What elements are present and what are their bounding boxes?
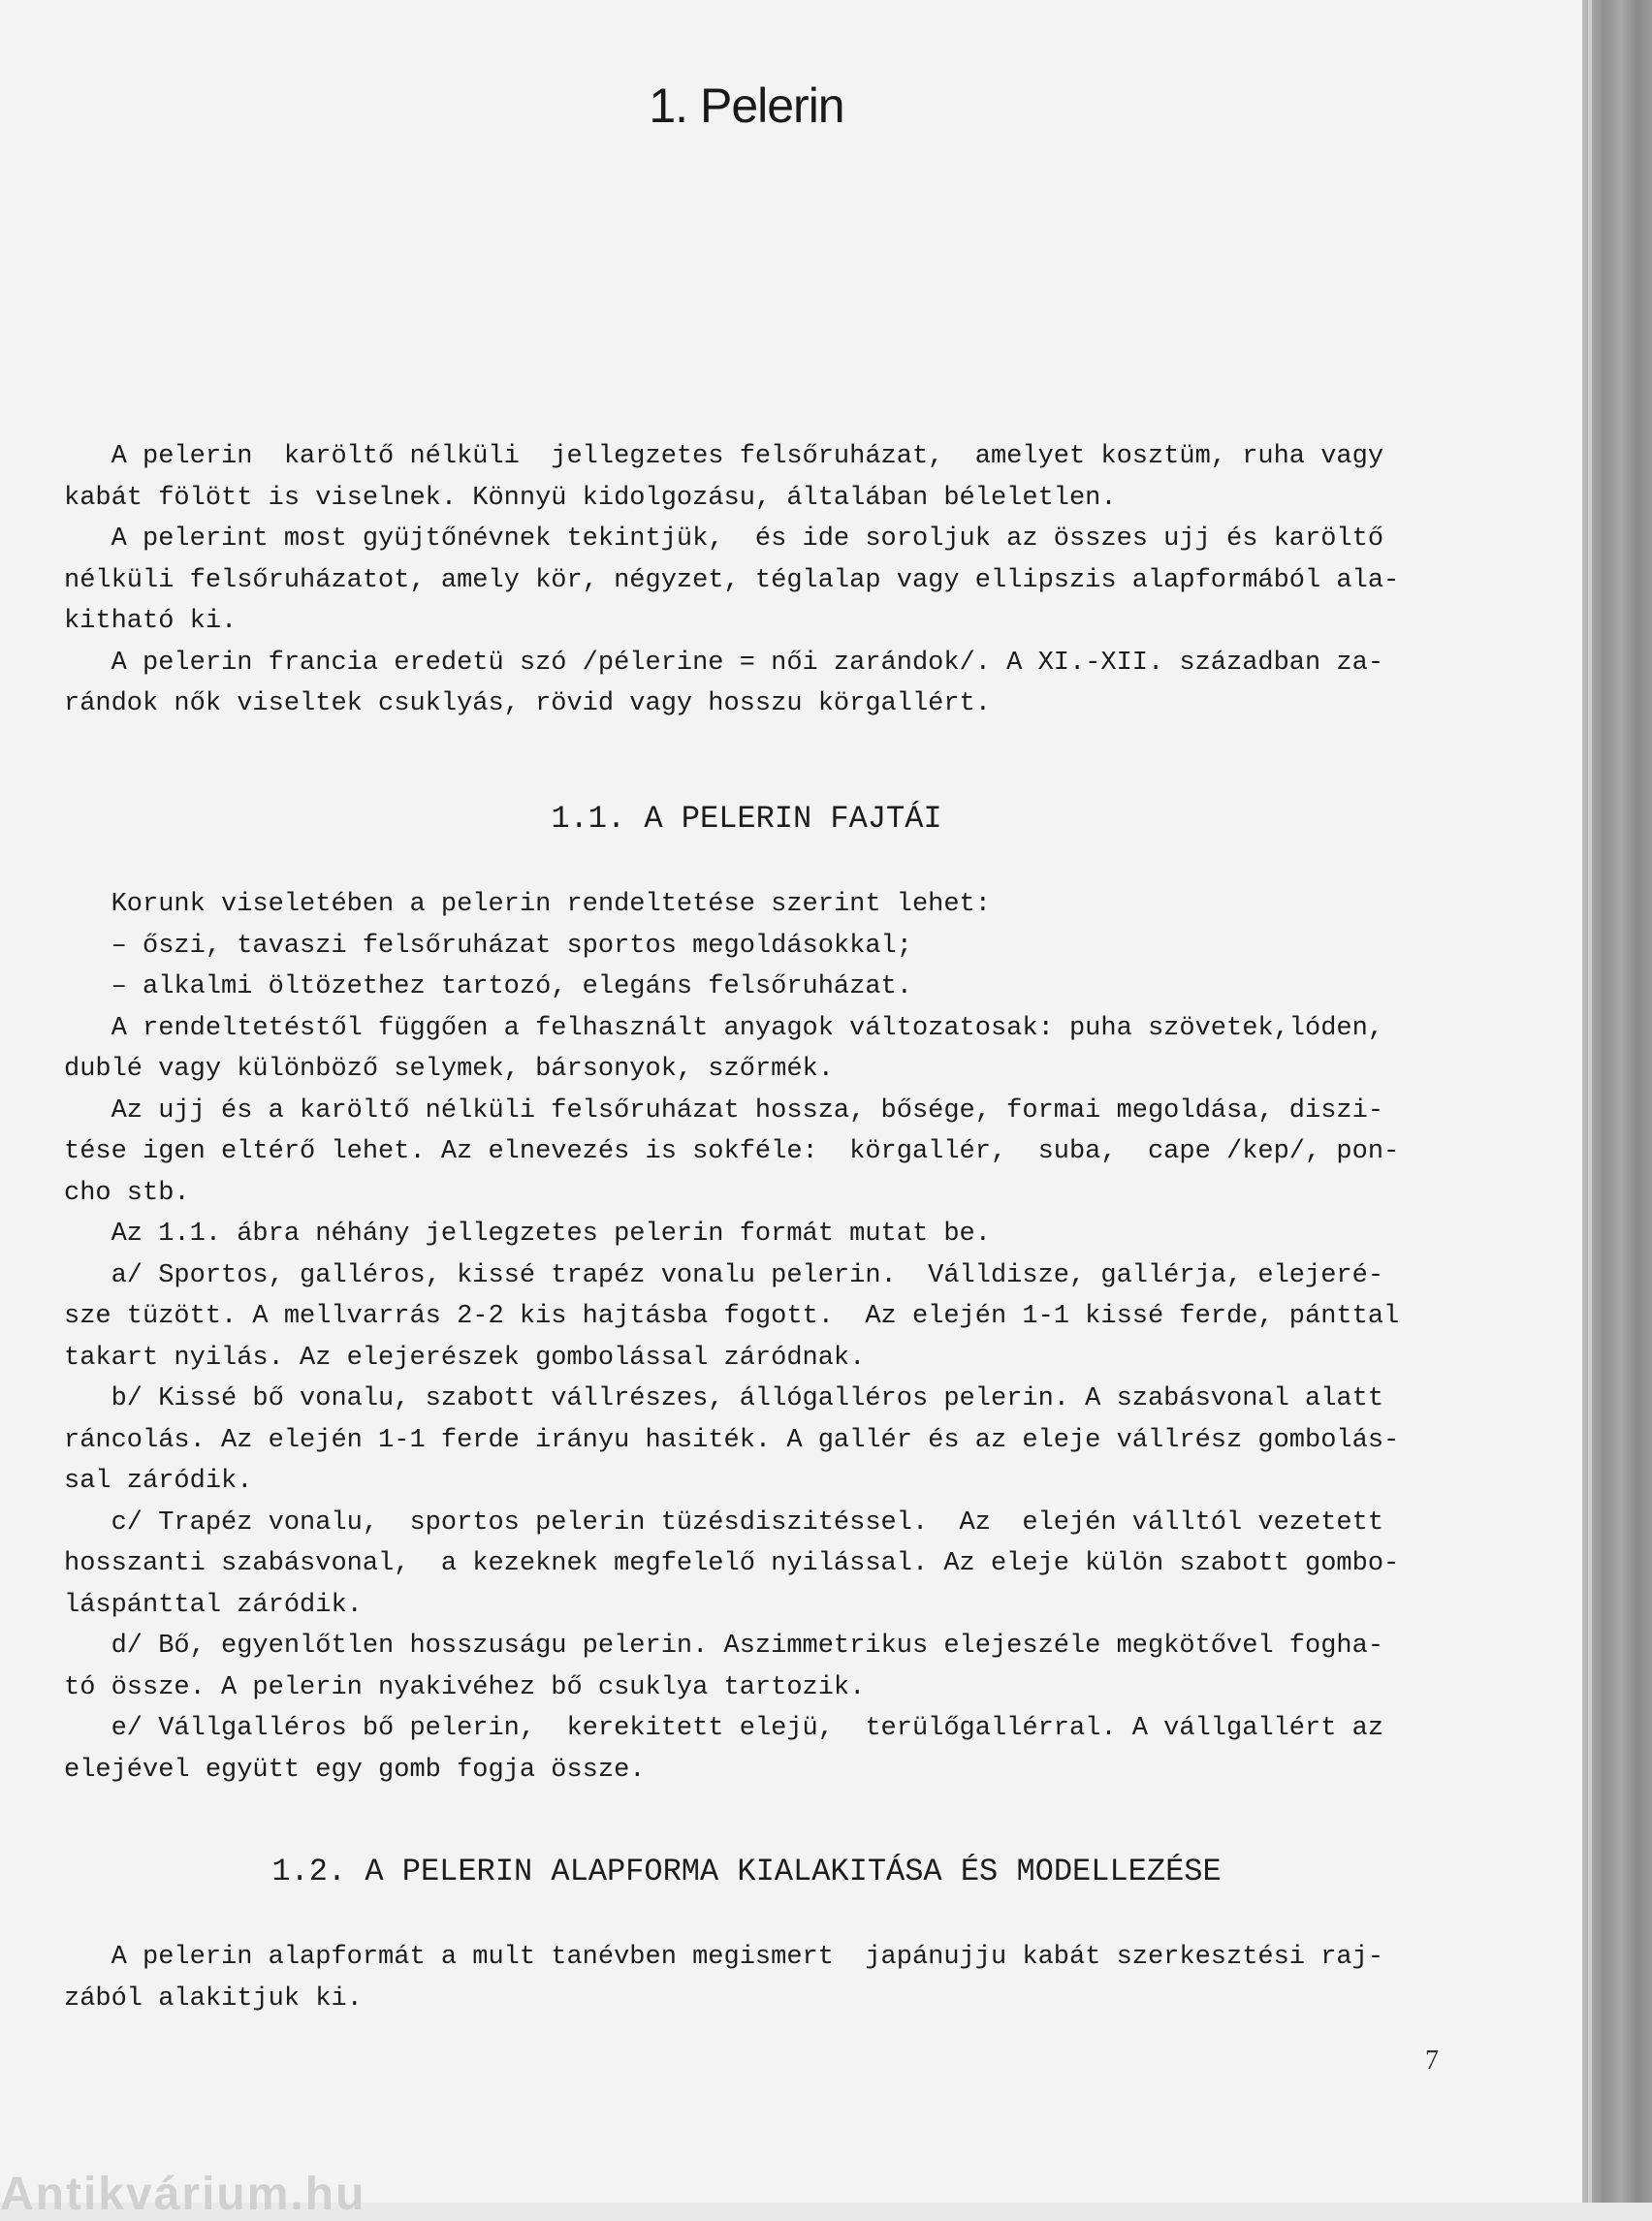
text-line: cho stb. [64, 1178, 190, 1208]
intro-paragraphs [64, 436, 1441, 725]
text-line: A rendeltetéstől függően a felhasznált anyagok változatosak: puha szövetek,lóden, [64, 1013, 1384, 1043]
text-line: takart nyilás. Az elejerészek gombolással záródnak. [64, 1343, 866, 1373]
text-line: e/ Vállgalléros bő pelerin, kerekitett elejü, terülőgallérral. A vállgallért az [64, 1714, 1384, 1743]
chapter-title: 1. Pelerin [649, 79, 844, 133]
page-edge-shadow [1582, 0, 1652, 2203]
text-line: Az ujj és a karöltő nélküli felsőruházat hossza, bősége, formai megoldása, diszi- [64, 1095, 1384, 1126]
text-line: tó össze. A pelerin nyakivéhez bő csuklya tartozik. [64, 1672, 866, 1702]
text-line: hosszanti szabásvonal, a kezeknek megfelelő nyilással. Az eleje külön szabott gombo- [64, 1549, 1400, 1578]
page-number: 7 [1425, 2046, 1439, 2076]
text-line: ráncolás. Az elején 1-1 ferde irányu hasiték. A gallér és az eleje vállrész gombolás- [64, 1425, 1400, 1455]
section-heading-1-2: 1.2. A PELERIN ALAPFORMA KIALAKITÁSA ÉS MODELLEZÉSE [271, 1854, 1222, 1889]
watermark: Antikvárium.hu [0, 2169, 366, 2220]
text-line: nélküli felsőruházatot, amely kör, négyzet, téglalap vagy ellipszis alapformából ala- [64, 565, 1400, 595]
section-heading-1-1: 1.1. A PELERIN FAJTÁI [551, 801, 942, 837]
page-edge-line [1588, 0, 1592, 2203]
text-line: A pelerin francia eredetü szó /pélerine = női zarándok/. A XI.-XII. században za- [64, 648, 1384, 678]
text-line: b/ Kissé bő vonalu, szabott vállrészes, állógalléros pelerin. A szabásvonal alatt [64, 1384, 1384, 1413]
text-line: – alkalmi öltözethez tartozó, elegáns felsőruházat. [64, 972, 912, 1001]
text-line: kabát fölött is viselnek. Könnyü kidolgozásu, általában béleletlen. [64, 483, 1117, 513]
text-line: láspánttal záródik. [64, 1590, 363, 1620]
text-line: tése igen eltérő lehet. Az elnevezés is sokféle: körgallér, suba, cape /kep/, pon- [64, 1137, 1400, 1166]
text-line: dublé vagy különböző selymek, bársonyok, szőrmék. [64, 1055, 834, 1084]
text-line: c/ Trapéz vonalu, sportos pelerin tüzésdiszitéssel. Az elején válltól vezetett [64, 1507, 1384, 1538]
text-line: d/ Bő, egyenlőtlen hosszuságu pelerin. Aszimmetrikus elejeszéle megkötővel fogha- [64, 1632, 1384, 1661]
text-line: sal záródik. [64, 1467, 253, 1496]
text-line: A pelerin karöltő nélküli jellegzetes felsőruházat, amelyet kosztüm, ruha vagy [64, 442, 1384, 471]
text-line: Az 1.1. ábra néhány jellegzetes pelerin formát mutat be. [64, 1220, 991, 1249]
section-1-1-paragraphs [64, 884, 1441, 1791]
text-line: sze tüzött. A mellvarrás 2-2 kis hajtásba fogott. Az elején 1-1 kissé ferde, pánttal [64, 1302, 1400, 1331]
text-line: – őszi, tavaszi felsőruházat sportos megoldásokkal; [64, 931, 912, 961]
text-line: A pelerint most gyüjtőnévnek tekintjük, és ide soroljuk az összes ujj és karöltő [64, 524, 1384, 554]
text-line: Korunk viseletében a pelerin rendeltetése szerint lehet: [64, 890, 991, 919]
section-1-2-paragraphs [64, 1937, 1441, 2019]
text-line: kitható ki. [64, 607, 238, 636]
text-line: elejével együtt egy gomb fogja össze. [64, 1755, 646, 1785]
text-line: A pelerin alapformát a mult tanévben megismert japánujju kabát szerkesztési raj- [64, 1943, 1384, 1972]
text-line: rándok nők viseltek csuklyás, rövid vagy hosszu körgallért. [64, 689, 991, 718]
text-line: zából alakitjuk ki. [64, 1983, 363, 2014]
text-line: a/ Sportos, galléros, kissé trapéz vonalu pelerin. Válldisze, gallérja, elejeré- [64, 1260, 1384, 1290]
